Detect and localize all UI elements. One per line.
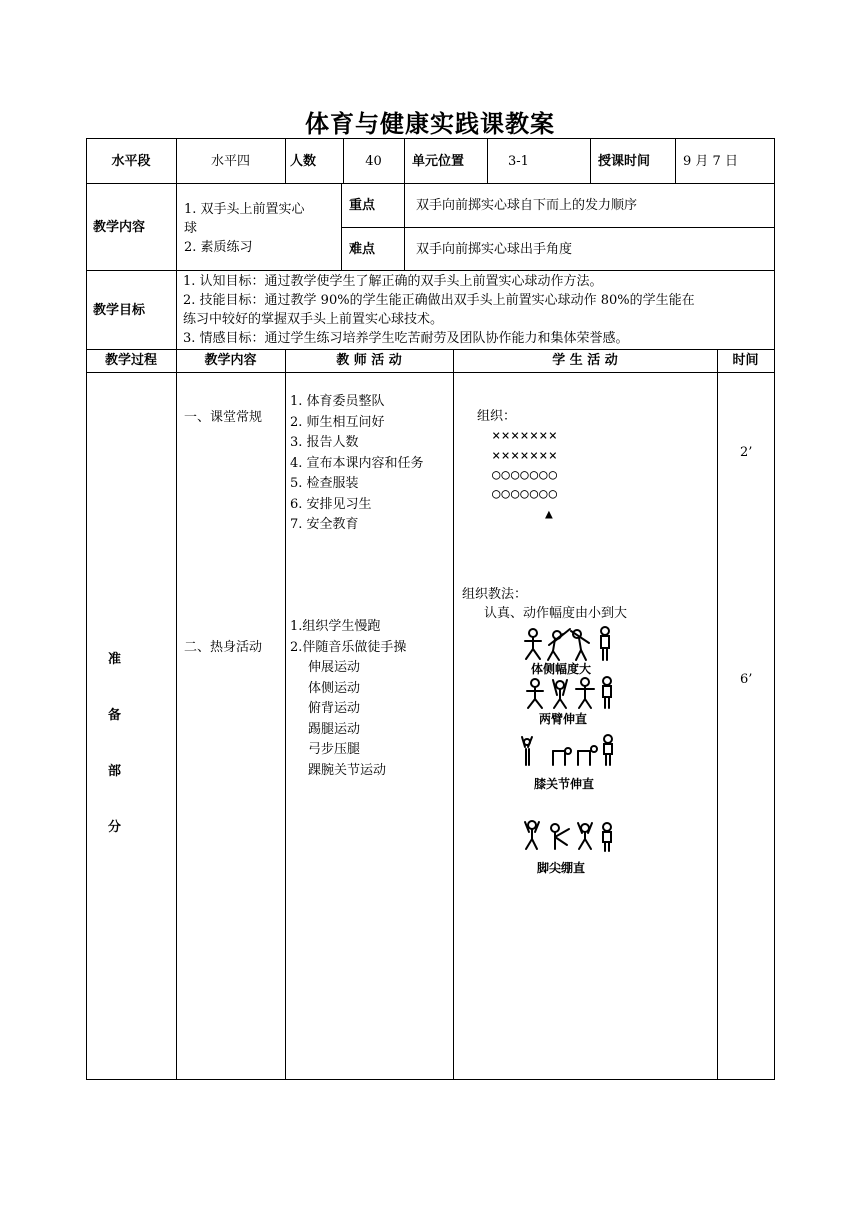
unit-label: 单元位置 bbox=[412, 153, 465, 169]
formation-row-o: ○○○○○○○ bbox=[492, 486, 559, 502]
stick-figure-icon bbox=[553, 680, 567, 708]
warmup-org-text: 认真、动作幅度由小到大 bbox=[484, 606, 628, 621]
stick-figure-icon bbox=[578, 746, 597, 765]
stick-figure-icon bbox=[522, 737, 532, 765]
warmup-teacher-list bbox=[290, 617, 450, 781]
caption-knee-straight: 膝关节伸直 bbox=[534, 777, 595, 791]
level-value: 水平四 bbox=[210, 153, 250, 169]
caption-arms-straight: 两臂伸直 bbox=[539, 712, 588, 726]
routine-step: 6. 安排见习生 bbox=[290, 496, 372, 512]
key-text: 双手向前掷实心球自下而上的发力顺序 bbox=[416, 197, 638, 213]
routine-org-label: 组织： bbox=[477, 409, 517, 424]
teacher-position-icon: ▲ bbox=[545, 507, 554, 522]
formation-row-o: ○○○○○○○ bbox=[492, 467, 559, 483]
routine-teacher-list bbox=[290, 392, 450, 536]
goal-2: 2. 技能目标：通过教学 90%的学生能正确做出双手头上前置实心球动作 80%的学生能在 bbox=[183, 293, 695, 308]
content-label: 教学内容 bbox=[93, 219, 146, 235]
content-item-1b: 球 bbox=[184, 221, 198, 236]
warmup-exercise: 踢腿运动 bbox=[308, 721, 361, 737]
goal-3: 3. 情感目标：通过学生练习培养学生吃苦耐劳及团队协作能力和集体荣誉感。 bbox=[183, 331, 629, 346]
count-value: 40 bbox=[365, 153, 382, 169]
warmup-exercise: 踝腕关节运动 bbox=[308, 762, 387, 778]
routine-step: 1. 体育委员整队 bbox=[290, 394, 385, 409]
unit-value: 3-1 bbox=[508, 153, 529, 169]
stick-figure-icon bbox=[603, 677, 611, 708]
section-char-2: 备 bbox=[108, 708, 122, 723]
goal-2-cont: 练习中较好的掌握双手头上前置实心球技术。 bbox=[183, 312, 444, 327]
stick-figure-icon bbox=[571, 630, 589, 660]
warmup-time: 6’ bbox=[740, 672, 753, 687]
routine-step: 3. 报告人数 bbox=[290, 435, 359, 450]
col-time: 时间 bbox=[732, 353, 759, 368]
stick-figure-icon bbox=[553, 748, 571, 765]
warmup-org-label: 组织教法： bbox=[462, 587, 528, 602]
difficulty-label: 难点 bbox=[349, 241, 376, 257]
warmup-step: 2.伴随音乐做徒手操 bbox=[290, 639, 407, 655]
level-label: 水平段 bbox=[111, 153, 151, 169]
goals-label: 教学目标 bbox=[93, 302, 146, 318]
routine-step: 2. 师生相互问好 bbox=[290, 414, 385, 430]
stick-figure-icon bbox=[576, 678, 594, 708]
count-label: 人数 bbox=[290, 153, 317, 169]
warmup-exercise: 体侧运动 bbox=[308, 680, 361, 696]
col-student: 学 生 活 动 bbox=[552, 353, 618, 368]
routine-step: 7. 安全教育 bbox=[290, 517, 359, 532]
routine-step: 5. 检查服装 bbox=[290, 476, 359, 491]
goal-1: 1. 认知目标：通过教学使学生了解正确的双手头上前置实心球动作方法。 bbox=[183, 274, 603, 289]
content-items bbox=[184, 200, 339, 257]
stick-figure-icon bbox=[603, 823, 611, 851]
stick-figure-icon bbox=[525, 821, 539, 849]
date-value: 9 月 7 日 bbox=[683, 153, 738, 169]
stick-figure-icon bbox=[578, 823, 592, 849]
section-char-1: 准 bbox=[108, 652, 122, 667]
routine-time: 2’ bbox=[740, 445, 753, 460]
stick-figure-icon bbox=[548, 629, 570, 660]
stick-figure-icon bbox=[525, 629, 541, 659]
col-content: 教学内容 bbox=[204, 353, 257, 368]
key-label: 重点 bbox=[349, 197, 376, 213]
difficulty-text: 双手向前掷实心球出手角度 bbox=[416, 241, 573, 257]
stick-figure-icon bbox=[604, 735, 612, 765]
warmup-content: 二、热身活动 bbox=[184, 640, 263, 655]
caption-toes-pointed: 脚尖绷直 bbox=[537, 861, 586, 875]
formation-row-x: ××××××× bbox=[492, 448, 559, 464]
routine-content: 一、课堂常规 bbox=[184, 410, 263, 425]
routine-step: 4. 宣布本课内容和任务 bbox=[290, 455, 424, 471]
caption-side-bend: 体侧幅度大 bbox=[531, 662, 592, 676]
warmup-step: 1.组织学生慢跑 bbox=[290, 619, 381, 634]
section-char-4: 分 bbox=[108, 820, 122, 835]
warmup-exercise: 伸展运动 bbox=[308, 660, 361, 675]
section-char-3: 部 bbox=[108, 764, 122, 779]
stick-figure-icon bbox=[551, 824, 569, 849]
stick-figure-icon bbox=[601, 627, 609, 660]
warmup-exercise: 俯背运动 bbox=[308, 701, 361, 716]
date-label: 授课时间 bbox=[598, 153, 651, 169]
content-item-2: 2. 素质练习 bbox=[184, 240, 253, 255]
stick-figure-icon bbox=[527, 679, 543, 708]
content-item-1: 1. 双手头上前置实心 bbox=[184, 202, 305, 217]
page-title: 体育与健康实践课教案 bbox=[305, 110, 555, 138]
warmup-exercise: 弓步压腿 bbox=[308, 742, 361, 757]
col-process: 教学过程 bbox=[104, 353, 157, 368]
goals-text bbox=[183, 272, 773, 348]
col-teacher: 教 师 活 动 bbox=[336, 353, 402, 368]
formation-row-x: ××××××× bbox=[492, 428, 559, 444]
